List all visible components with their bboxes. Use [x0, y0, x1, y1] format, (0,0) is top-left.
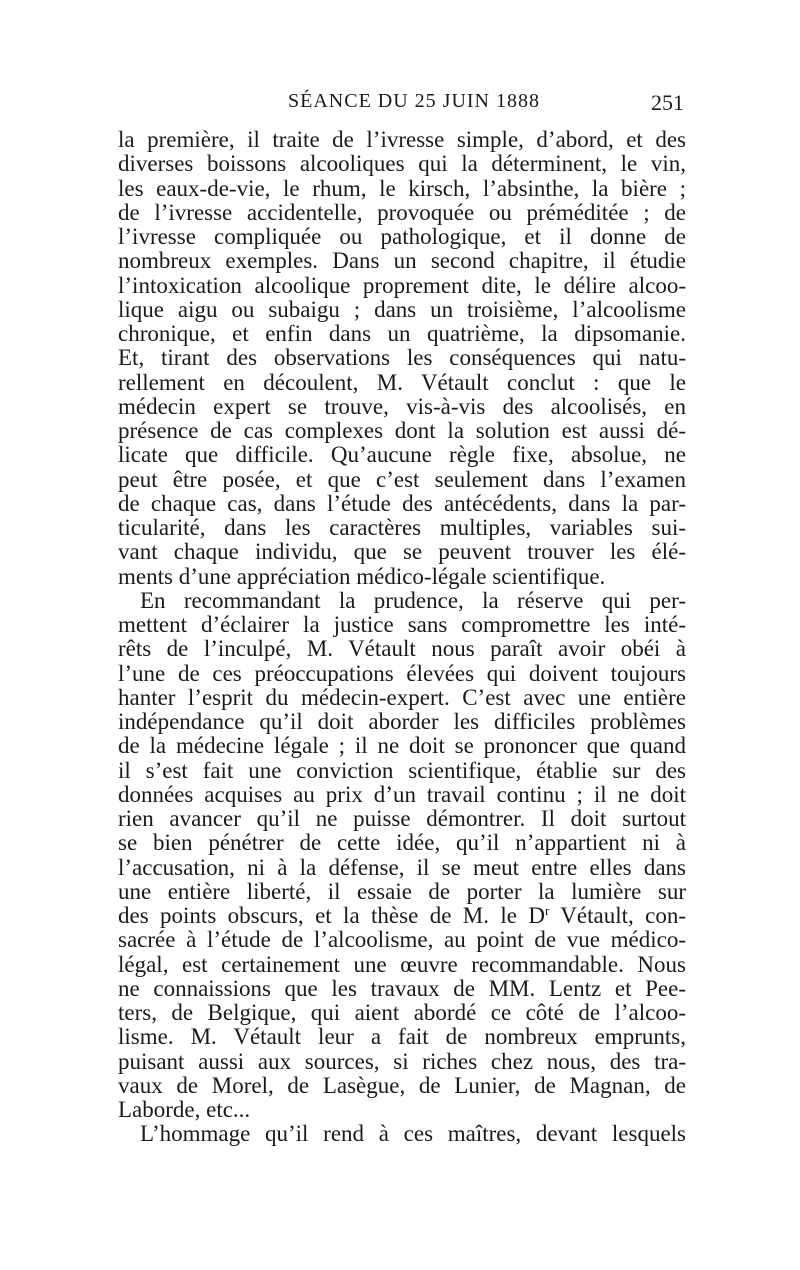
text-line: la première, il traite de l’ivresse simple, d’abord, et des	[118, 128, 686, 152]
text-line: ters, de Belgique, qui aient abordé ce côté de l’alcoo-	[118, 1001, 686, 1025]
text-line: L’hommage qu’il rend à ces maîtres, devant lesquels	[140, 1122, 686, 1147]
text-line: Et, tirant des observations les conséquences qui natu-	[118, 346, 686, 371]
text-line: ments d’une appréciation médico-légale scientifique.	[118, 564, 606, 589]
text-line: l’une de ces préoccupations élevées qui doivent toujours	[118, 661, 686, 686]
text-line: de chaque cas, dans l’étude des antécédents, dans la par-	[118, 491, 686, 516]
text-line: lisme. M. Vétault leur a fait de nombreux emprunts,	[118, 1025, 686, 1050]
text-line: chronique, et enfin dans un quatrième, la dipsomanie.	[118, 322, 686, 346]
text-line: lique aigu ou subaigu ; dans un troisième, l’alcoolisme	[118, 297, 686, 322]
running-title: SÉANCE DU 25 JUIN 1888	[288, 90, 540, 112]
text-line: l’accusation, ni à la défense, il se meut entre elles dans	[118, 855, 686, 880]
text-line: indépendance qu’il doit aborder les difficiles problèmes	[118, 710, 686, 734]
text-line: vant chaque individu, que se peuvent trouver les élé-	[118, 540, 686, 565]
text-line: sacrée à l’étude de l’alcoolisme, au point de vue médico-	[118, 928, 686, 953]
running-head	[118, 90, 686, 120]
text-line: l’ivresse compliquée ou pathologique, et il donne de	[118, 225, 686, 249]
text-line: licate que difficile. Qu’aucune règle fixe, absolue, ne	[118, 443, 686, 468]
page-number: 251	[651, 90, 684, 115]
text-line: mettent d’éclairer la justice sans compromettre les inté-	[118, 613, 686, 637]
text-line: vaux de Morel, de Lasègue, de Lunier, de Magnan, de	[118, 1073, 686, 1098]
text-line: rêts de l’inculpé, M. Vétault nous paraît avoir obéi à	[118, 637, 686, 662]
text-line: l’intoxication alcoolique proprement dite, le délire alcoo-	[118, 273, 686, 298]
text-segment: Vétault, con-	[549, 904, 686, 928]
text-line: nombreux exemples. Dans un second chapitre, il étudie	[118, 249, 686, 274]
text-line: puisant aussi aux sources, si riches chez nous, des tra-	[118, 1049, 686, 1074]
text-line: diverses boissons alcooliques qui la déterminent, le vin,	[118, 152, 686, 177]
text-line: une entière liberté, il essaie de porter la lumière sur	[118, 879, 686, 904]
text-line: de la médecine légale ; il ne doit se prononcer que quand	[118, 734, 686, 759]
text-line: rien avancer qu’il ne puisse démontrer. Il doit surtout	[118, 807, 686, 831]
text-line: données acquises au prix d’un travail continu ; il ne doit	[118, 782, 686, 807]
text-line: il s’est fait une conviction scientifique, établie sur des	[118, 758, 686, 783]
text-line: hanter l’esprit du médecin-expert. C’est avec une entière	[118, 685, 686, 710]
text-line: ne connaissions que les travaux de MM. Lentz et Pee-	[118, 976, 686, 1001]
text-line: médecin expert se trouve, vis-à-vis des alcoolisés, en	[118, 394, 686, 419]
text-line: légal, est certainement une œuvre recommandable. Nous	[118, 952, 686, 977]
text-line: rellement en découlent, M. Vétault conclut : que le	[118, 370, 686, 395]
text-line: les eaux-de-vie, le rhum, le kirsch, l’absinthe, la bière ;	[118, 176, 686, 201]
text-segment: des points obscurs, et la thèse de M. le D	[118, 904, 545, 928]
superscript: r	[544, 904, 550, 918]
text-line: En recommandant la prudence, la réserve qui per-	[140, 588, 686, 613]
text-line: de l’ivresse accidentelle, provoquée ou préméditée ; de	[118, 200, 686, 225]
text-line: présence de cas complexes dont la solution est aussi dé-	[118, 419, 686, 443]
text-line: Laborde, etc...	[118, 1098, 251, 1122]
text-line-with-superscript	[118, 904, 686, 928]
text-line: peut être posée, et que c’est seulement dans l’examen	[118, 467, 686, 492]
text-line: se bien pénétrer de cette idée, qu’il n’appartient ni à	[118, 831, 686, 856]
body-text	[118, 128, 686, 1147]
text-line: ticularité, dans les caractères multiples, variables sui-	[118, 516, 686, 540]
